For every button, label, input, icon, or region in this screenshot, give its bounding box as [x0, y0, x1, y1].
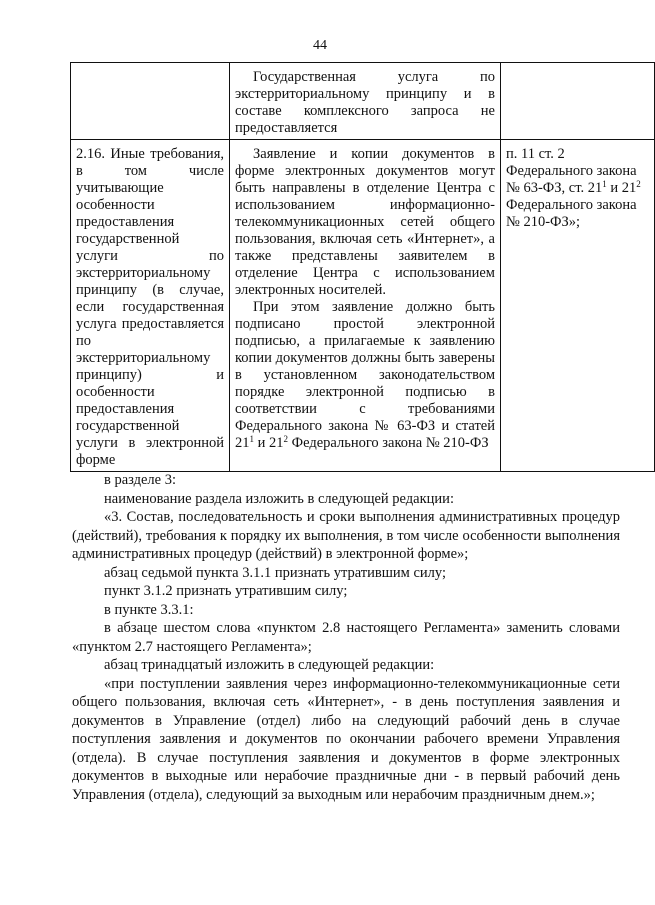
page-number: 44 — [313, 38, 327, 53]
paragraph: в разделе 3: — [104, 472, 177, 488]
table-cell-content — [230, 140, 501, 472]
table-row — [71, 140, 655, 472]
table-cell-requirement — [71, 63, 230, 140]
regulation-table — [70, 62, 655, 472]
paragraph: «3. Состав, последовательность и сроки выполнения административных процедур (действий), требования к порядку их выполнения, в том числе особенности выполнения административных процедур (действий) в электронной форме»; — [72, 509, 620, 562]
paragraph: наименование раздела изложить в следующей редакции: — [104, 490, 454, 507]
paragraph: абзац седьмой пункта 3.1.1 признать утратившим силу; — [104, 564, 446, 581]
cell-text: Заявление и копии документов в форме электронных документов могут быть направлены в отделение Центра с использованием информационно-телекоммуникационных сетей общего пользования, включая сеть «Интернет», а также представлены заявителем в отделение Центра с использованием электронных носителей. — [235, 146, 495, 298]
document-body — [72, 471, 620, 804]
paragraph: в абзаце шестом слова «пунктом 2.8 настоящего Регламента» заменить словами «пунктом 2.7 настоящего Регламента»; — [72, 620, 620, 655]
cell-text: Государственная услуга по экстерриториальному принципу и в составе комплексного запроса не предоставляется — [235, 69, 495, 136]
paragraph: в пункте 3.3.1: — [104, 601, 194, 618]
cell-text: При этом заявление должно быть подписано простой электронной подписью, а прилагаемые к заявлению копии документов должны быть заверены в установленном законодательством порядке электронной подписью в соответствии с требованиями Федерального закона № 63-ФЗ и статей $21^1$ и $21^2$ Федерального закона № 210-ФЗ — [235, 299, 495, 451]
table-row — [71, 63, 655, 140]
table-cell-requirement — [71, 140, 230, 472]
table-cell-legal-basis — [501, 140, 655, 472]
table-cell-content — [230, 63, 501, 140]
cell-text: 2.16. Иные требования, в том числе учитывающие особенности предоставления государственной услуги по экстерриториальному принципу (в случае, если государственная услуга предоставляется по экстерриториальному принципу) и особенности предоставления государственной услуги в электронной форме — [76, 146, 224, 468]
cell-text: п. 11 ст. 2 Федерального закона № 63-ФЗ, ст. $21^1$ и $21^2$ Федерального закона № 210-ФЗ»; — [506, 146, 641, 230]
paragraph: абзац тринадцатый изложить в следующей редакции: — [104, 657, 435, 673]
paragraph: «при поступлении заявления через информационно-телекоммуникационные сети общего пользования, включая сеть «Интернет», - в день поступления заявления и документов в Управление (отдел) либо на следующий рабочий день в случае поступления заявления и документов по окончании рабочего времени Управления (отдела). В случае поступления заявления и документов в форме электронных документов в выходные или нерабочие праздничные дни - в первый рабочий день Управления (отдела), следующий за выходным или нерабочим праздничным днем.»; — [72, 675, 620, 803]
table-cell-legal-basis — [501, 63, 655, 140]
paragraph: пункт 3.1.2 признать утратившим силу; — [104, 583, 348, 599]
